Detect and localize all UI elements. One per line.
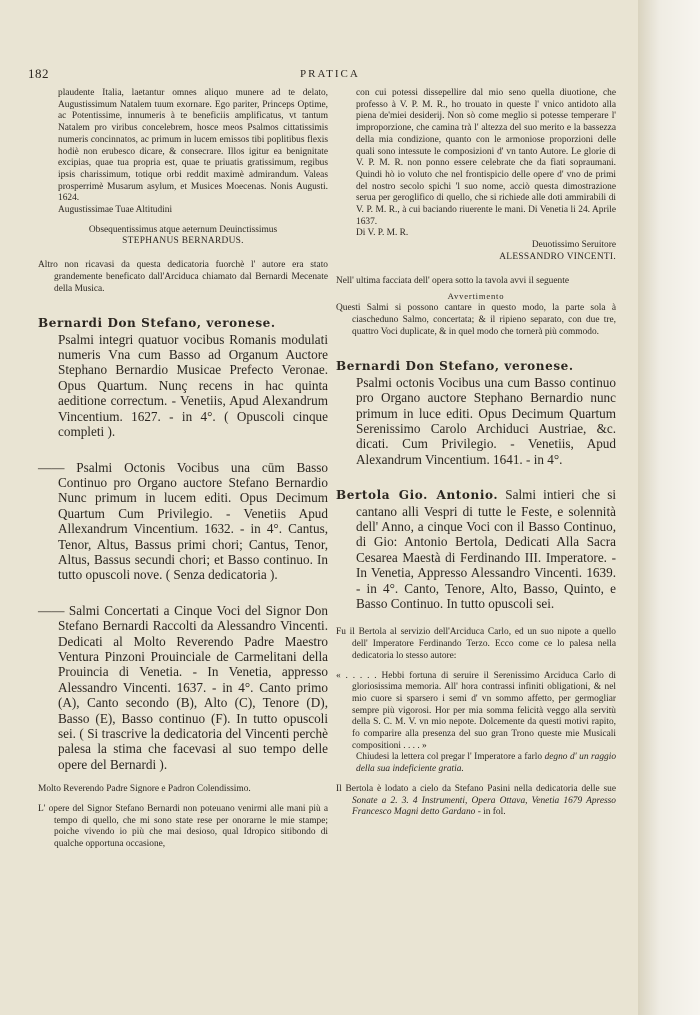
entry-body: Psalmi octonis Vocibus una cum Basso continuo pro Organo auctore Stephano Bernardio nunc primum in luce editi. Opus Decimum Quartum Serenissimo Carolo Archiduci Austriae, &c. dicati. Cum Privilegio. - Venetiis, Apud Alexandrum Vincentium. 1641. - in 4°. (356, 374, 616, 467)
catalog-entry-bernardi-1632: —— Psalmi Octonis Vocibus una cūm Basso Continuo pro Organo auctore Stefano Bernardio Nunc primum in lucem editi. Opus Decimum Quartum Cum Privilegio. - Venetiis Apud Allexandrum Vincentium. 1632. - in 4°. Cantus, Tenor, Altus, Bassus primi chori; Cantus, Tenor, Altus, Bassus secundi chori; et Basso continuo. In tutto opuscoli nove. ( Senza dedicatoria ). (38, 459, 328, 583)
entry-heading: Bernardi Don Stefano, veronese. (336, 359, 574, 374)
note-pasini (336, 784, 616, 819)
avvertimento-title: Avvertimento (447, 291, 505, 302)
letter-address: Molto Reverendo Padre Signore e Padron Colendissimo. (38, 784, 251, 795)
right-column (336, 88, 616, 819)
dedication-salutation: Augustissimae Tuae Altitudini (58, 205, 173, 216)
left-column (38, 88, 328, 851)
letter-text-start: L' opere del Signor Stefano Bernardi non poteuano venirmi alle mani più a tempo di quello, che mi sono state rese per onorarne le mie stampe; poiche vivendo io più che mai desioso, qual Idropico sitibondo di qualche opportuna occasione, (38, 803, 328, 850)
latin-dedication: plaudente Italia, laetantur omnes aliquo munere ad te delato, Augustissimum Natalem tuum exornare. Ego pariter, Princeps Optime, ac Potentissime, innumeris à te beneficiis amplificatus, vt tantum Natalem pro viribus concelebrem, hosce meos Psalmos cittatissimis numeris concinnatos, ac primum in lucem emissos tibi poplitibus flexis hodiè non erubesco dicare, & consecrare. Illos igitur ea benignitate excipias, quae tua propria est, quae te priuatis gratissimum, regibus ipsis charissimum, totique orbi reddit maximè admirandum. Valeas prosperrimè Musarum asylum, et Musices Moecenas. Nonis Augusti. 1624. (58, 88, 328, 204)
avvertimento-text: Questi Salmi si possono cantare in questo modo, la parte sola à ciascheduno Salmo, concertata; & il ripieno separato, con due tre, quattro Voci duplicate, & in quel modo che tornerà più commodo. (336, 303, 616, 337)
catalog-entry-bernardi-1641 (336, 358, 616, 467)
quote-followup-text: Chiudesi la lettera col pregar l' Imperatore a farlo (356, 752, 543, 763)
catalog-entry-bertola-1639 (336, 487, 616, 611)
catalog-entry-bernardi-1637: —— Salmi Concertati a Cinque Voci del Signor Don Stefano Bernardi Raccolti da Alessandro Vincenti. Dedicati al Molto Reverendo Padre Maestro Ventura Pinzoni Prouinciale de Carmelitani della Prouincia di Venetia. - In Venetia, appresso Alessandro Vincenti. 1637. - in 4°. Canto primo (A), Canto secondo (B), Alto (C), Tenore (D), Basso (E), Basso continuo (F). In tutto opuscoli sei. ( Si trascrive la dedicatoria del Vincenti perchè palesa la stima che facevasi al suo tempo delle opere del Bernardi ). (38, 602, 328, 772)
note-pasini-format: - in fol. (477, 807, 506, 818)
quote-followup (336, 752, 616, 775)
page-number: 182 (28, 66, 49, 81)
note-pasini-text: Il Bertola è lodato a cielo da Stefano Pasini nella dedicatoria delle sue (336, 783, 616, 794)
quote-followup-italic: degno d' un raggio della sua indeficiente gratia. (356, 752, 617, 775)
entry-body: Psalmi integri quatuor vocibus Romanis modulati numeris Vna cum Basso ad Organum Auctore Stephano Bernardio Musicae Prefecto Veronae. Opus Quartum. Nunç recens in hac quinta aeditione correctum. - Venetiis, Apud Alexandrum Vincentium. 1627. - in 4°. ( Opuscoli cinque completi ). (58, 331, 328, 440)
note-bernardi-dedication: Altro non ricavasi da questa dedicatoria fuorchè l' autore era stato grandemente beneficato dall'Arciduca chiamato dal Bernardi Mecenate della Musica. (38, 260, 328, 294)
letter-text-continued: con cui potessi dissepellire dal mio seno quella diuotione, che professo à V. P. M. R., ho trouato in queste l' vnico antidoto alla piena de'miei desiderij. Non sò come meglio si potesse temperare l' improporzione, che camina trà l' altezza del suo merito e la bassezza della mia condizione, quanto con le armoniose proporzioni delle quali sono intessute le composizioni d' vn tanto Autore. Le glorie di V. P. M. R. non ponno essere celebrate che da fiati sopraumani. Quindi hò io voluto che nel frontispicio delle opere d' vno de primi del nostro secolo spichi 'l suo nome, acciò questa dimostrazione serua per geroglifico di quello, che si richiede alle doti ammirabili di V. P. M. R., à cui baciando riuerente le mani. Di Venetia li 24. Aprile 1637. (356, 88, 616, 227)
dedication-closing: Obsequentissimus atque aeternum Deuinctissimus (88, 224, 278, 235)
catalog-entry-bernardi-1627 (38, 315, 328, 439)
letter-signature: ALESSANDRO VINCENTI. (499, 251, 616, 262)
entry-heading: Bertola Gio. Antonio. (336, 488, 499, 503)
quote-bertola: « . . . . . Hebbi fortuna di seruire il Serenissimo Arciduca Carlo di gloriosissima memoria. All' hora contrassi infiniti obligationi, & nel mio cuore si sparsero i semi d' vn sommo affetto, per germogliar sempre più vigorosi. Hor per mia somma felicità veggo alla servitù della S. C. M. V. vn mio nepote. Dolcemente da questi motivi rapito, fo comparire alla presenza del suo gran Trono queste mie Musicali compositioni . . . . » (336, 670, 616, 751)
letter-recipient: Di V. P. M. R. (356, 228, 409, 239)
book-gutter (638, 0, 700, 1015)
note-bertola-service: Fu il Bertola al servizio dell'Arciduca Carlo, ed un suo nipote a quello dell' Imperatore Ferdinando Terzo. Ecco come ce lo palesa nella dedicatoria lo stesso autore: (336, 627, 616, 661)
letter-closing: Deuotissimo Seruitore (531, 240, 616, 251)
entry-heading: Bernardi Don Stefano, veronese. (38, 316, 276, 331)
note-pasini-title: Sonate a 2. 3. 4 Instrumenti, Opera Ottava, Venetia 1679 Apresso Francesco Magni detto Gardano (352, 795, 616, 818)
running-head: PRATICA (300, 68, 360, 80)
dedication-signature: STEPHANUS BERNARDUS. (122, 236, 244, 247)
note-last-page: Nell' ultima facciata dell' opera sotto la tavola avvi il seguente (336, 275, 569, 286)
entry-body: Salmi intieri che si cantano alli Vespri di tutte le Feste, e solennità dell' Anno, a cinque Voci con il Basso Continuo, di Gio: Antonio Bertola, Dedicati Alla Sacra Cesarea Maestà di Ferdinando III. Imperatore. - In Venetia, Appresso Alessandro Vincenti. 1639. - in 4°. Canto, Tenore, Alto, Basso, Quinto, e Basso Continuo. In tutto opuscoli sei. (356, 487, 616, 612)
